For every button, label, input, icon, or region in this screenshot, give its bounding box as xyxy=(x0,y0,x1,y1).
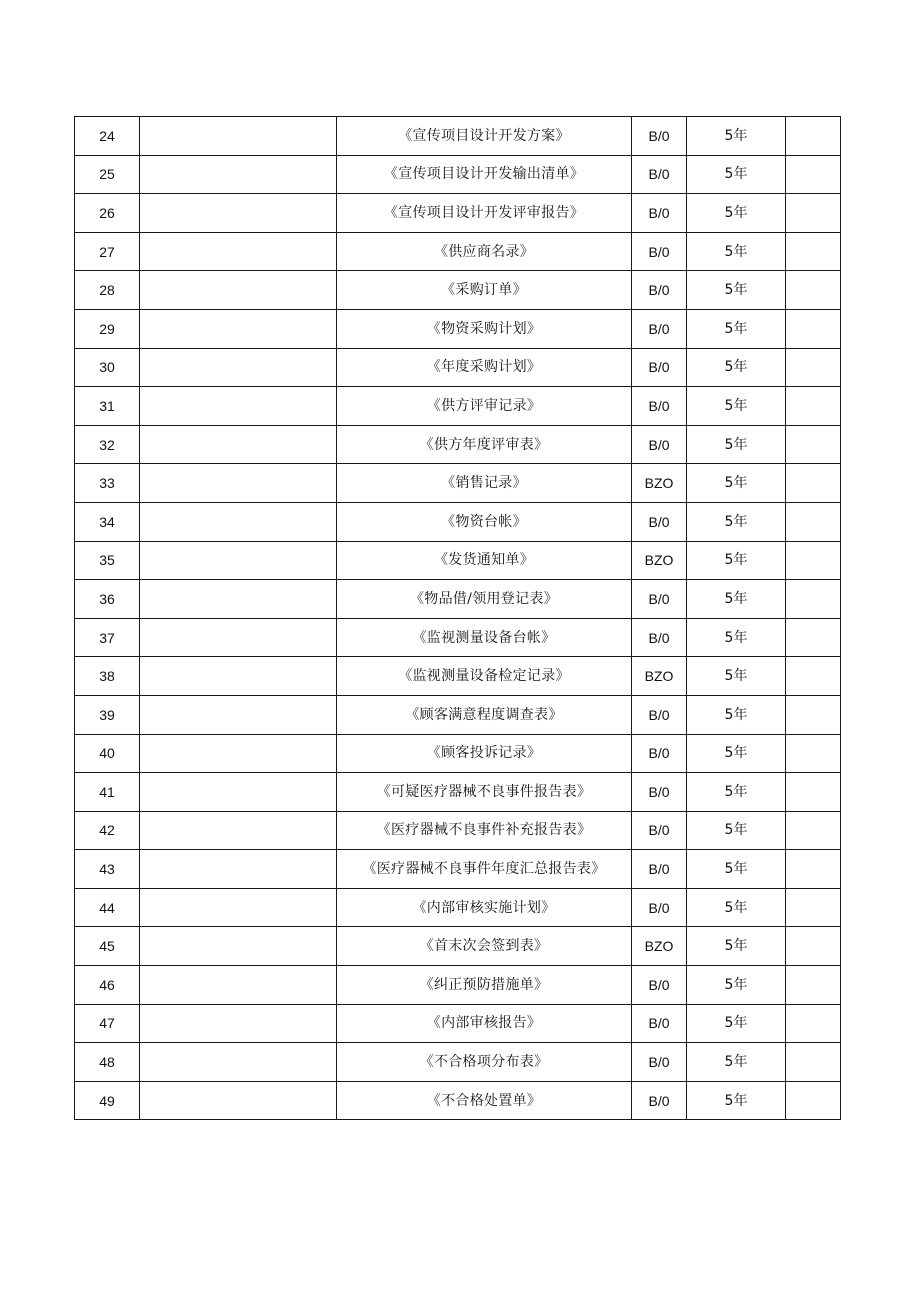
remark-cell xyxy=(786,425,841,464)
table-row xyxy=(75,232,841,271)
table-row xyxy=(75,502,841,541)
retention-period-cell: 5年 xyxy=(687,1004,786,1043)
retention-period-cell: 5年 xyxy=(687,657,786,696)
department-cell xyxy=(140,734,337,773)
row-number-cell: 40 xyxy=(75,734,140,773)
record-name-cell: 《供应商名录》 xyxy=(337,232,632,271)
record-code-cell: B/0 xyxy=(632,1081,687,1120)
record-name-cell: 《供方评审记录》 xyxy=(337,387,632,426)
record-code-cell: B/0 xyxy=(632,850,687,889)
record-code-cell: B/0 xyxy=(632,502,687,541)
row-number-cell: 26 xyxy=(75,194,140,233)
retention-period-cell: 5年 xyxy=(687,155,786,194)
department-cell xyxy=(140,618,337,657)
remark-cell xyxy=(786,657,841,696)
row-number-cell: 32 xyxy=(75,425,140,464)
remark-cell xyxy=(786,348,841,387)
table-row xyxy=(75,1081,841,1120)
retention-period-cell: 5年 xyxy=(687,464,786,503)
records-table xyxy=(74,116,841,1120)
row-number-cell: 29 xyxy=(75,309,140,348)
table-row xyxy=(75,464,841,503)
department-cell xyxy=(140,194,337,233)
department-cell xyxy=(140,425,337,464)
table-row xyxy=(75,695,841,734)
department-cell xyxy=(140,1081,337,1120)
record-name-cell: 《不合格项分布表》 xyxy=(337,1043,632,1082)
remark-cell xyxy=(786,1081,841,1120)
table-row xyxy=(75,850,841,889)
row-number-cell: 49 xyxy=(75,1081,140,1120)
retention-period-cell: 5年 xyxy=(687,232,786,271)
record-name-cell: 《物资采购计划》 xyxy=(337,309,632,348)
department-cell xyxy=(140,580,337,619)
record-code-cell: B/0 xyxy=(632,618,687,657)
table-row xyxy=(75,927,841,966)
retention-period-cell: 5年 xyxy=(687,1081,786,1120)
retention-period-cell: 5年 xyxy=(687,695,786,734)
remark-cell xyxy=(786,387,841,426)
record-name-cell: 《物品借/领用登记表》 xyxy=(337,580,632,619)
retention-period-cell: 5年 xyxy=(687,541,786,580)
record-code-cell: B/0 xyxy=(632,232,687,271)
record-code-cell: B/0 xyxy=(632,309,687,348)
row-number-cell: 44 xyxy=(75,888,140,927)
table-row xyxy=(75,773,841,812)
retention-period-cell: 5年 xyxy=(687,117,786,156)
department-cell xyxy=(140,309,337,348)
table-row xyxy=(75,734,841,773)
department-cell xyxy=(140,502,337,541)
record-name-cell: 《销售记录》 xyxy=(337,464,632,503)
remark-cell xyxy=(786,117,841,156)
retention-period-cell: 5年 xyxy=(687,773,786,812)
remark-cell xyxy=(786,966,841,1005)
record-code-cell: B/0 xyxy=(632,348,687,387)
table-row xyxy=(75,348,841,387)
retention-period-cell: 5年 xyxy=(687,734,786,773)
table-row xyxy=(75,387,841,426)
record-code-cell: B/0 xyxy=(632,387,687,426)
record-name-cell: 《内部审核实施计划》 xyxy=(337,888,632,927)
department-cell xyxy=(140,464,337,503)
table-row xyxy=(75,541,841,580)
record-name-cell: 《年度采购计划》 xyxy=(337,348,632,387)
retention-period-cell: 5年 xyxy=(687,888,786,927)
remark-cell xyxy=(786,888,841,927)
remark-cell xyxy=(786,541,841,580)
record-name-cell: 《物资台帐》 xyxy=(337,502,632,541)
department-cell xyxy=(140,966,337,1005)
record-code-cell: B/0 xyxy=(632,1043,687,1082)
record-name-cell: 《宣传项目设计开发方案》 xyxy=(337,117,632,156)
record-name-cell: 《首末次会签到表》 xyxy=(337,927,632,966)
remark-cell xyxy=(786,811,841,850)
remark-cell xyxy=(786,309,841,348)
table-row xyxy=(75,194,841,233)
records-table-body xyxy=(75,117,841,1120)
retention-period-cell: 5年 xyxy=(687,387,786,426)
retention-period-cell: 5年 xyxy=(687,425,786,464)
table-row xyxy=(75,309,841,348)
retention-period-cell: 5年 xyxy=(687,850,786,889)
department-cell xyxy=(140,695,337,734)
table-row xyxy=(75,117,841,156)
remark-cell xyxy=(786,1004,841,1043)
remark-cell xyxy=(786,618,841,657)
remark-cell xyxy=(786,194,841,233)
department-cell xyxy=(140,387,337,426)
row-number-cell: 28 xyxy=(75,271,140,310)
department-cell xyxy=(140,927,337,966)
record-name-cell: 《宣传项目设计开发输出清单》 xyxy=(337,155,632,194)
record-name-cell: 《宣传项目设计开发评审报告》 xyxy=(337,194,632,233)
remark-cell xyxy=(786,927,841,966)
retention-period-cell: 5年 xyxy=(687,618,786,657)
record-name-cell: 《顾客满意程度调查表》 xyxy=(337,695,632,734)
table-row xyxy=(75,1004,841,1043)
record-name-cell: 《采购订单》 xyxy=(337,271,632,310)
record-name-cell: 《监视测量设备检定记录》 xyxy=(337,657,632,696)
record-name-cell: 《监视测量设备台帐》 xyxy=(337,618,632,657)
row-number-cell: 45 xyxy=(75,927,140,966)
table-row xyxy=(75,425,841,464)
row-number-cell: 47 xyxy=(75,1004,140,1043)
department-cell xyxy=(140,657,337,696)
department-cell xyxy=(140,850,337,889)
retention-period-cell: 5年 xyxy=(687,194,786,233)
row-number-cell: 43 xyxy=(75,850,140,889)
record-code-cell: BZO xyxy=(632,657,687,696)
row-number-cell: 34 xyxy=(75,502,140,541)
department-cell xyxy=(140,117,337,156)
retention-period-cell: 5年 xyxy=(687,271,786,310)
retention-period-cell: 5年 xyxy=(687,502,786,541)
record-code-cell: B/0 xyxy=(632,155,687,194)
record-name-cell: 《供方年度评审表》 xyxy=(337,425,632,464)
record-code-cell: BZO xyxy=(632,541,687,580)
remark-cell xyxy=(786,464,841,503)
record-name-cell: 《医疗器械不良事件补充报告表》 xyxy=(337,811,632,850)
record-code-cell: B/0 xyxy=(632,966,687,1005)
row-number-cell: 39 xyxy=(75,695,140,734)
department-cell xyxy=(140,541,337,580)
record-code-cell: B/0 xyxy=(632,1004,687,1043)
table-row xyxy=(75,888,841,927)
table-row xyxy=(75,271,841,310)
row-number-cell: 30 xyxy=(75,348,140,387)
record-code-cell: B/0 xyxy=(632,734,687,773)
retention-period-cell: 5年 xyxy=(687,580,786,619)
remark-cell xyxy=(786,580,841,619)
table-row xyxy=(75,1043,841,1082)
table-row xyxy=(75,657,841,696)
row-number-cell: 46 xyxy=(75,966,140,1005)
row-number-cell: 42 xyxy=(75,811,140,850)
record-code-cell: B/0 xyxy=(632,425,687,464)
row-number-cell: 27 xyxy=(75,232,140,271)
department-cell xyxy=(140,232,337,271)
record-code-cell: B/0 xyxy=(632,194,687,233)
department-cell xyxy=(140,1004,337,1043)
remark-cell xyxy=(786,734,841,773)
department-cell xyxy=(140,271,337,310)
department-cell xyxy=(140,888,337,927)
record-code-cell: BZO xyxy=(632,464,687,503)
row-number-cell: 37 xyxy=(75,618,140,657)
row-number-cell: 35 xyxy=(75,541,140,580)
remark-cell xyxy=(786,155,841,194)
row-number-cell: 25 xyxy=(75,155,140,194)
retention-period-cell: 5年 xyxy=(687,1043,786,1082)
table-row xyxy=(75,580,841,619)
record-code-cell: B/0 xyxy=(632,695,687,734)
row-number-cell: 41 xyxy=(75,773,140,812)
record-code-cell: B/0 xyxy=(632,117,687,156)
retention-period-cell: 5年 xyxy=(687,811,786,850)
record-name-cell: 《发货通知单》 xyxy=(337,541,632,580)
remark-cell xyxy=(786,502,841,541)
row-number-cell: 31 xyxy=(75,387,140,426)
record-name-cell: 《内部审核报告》 xyxy=(337,1004,632,1043)
table-row xyxy=(75,618,841,657)
record-name-cell: 《不合格处置单》 xyxy=(337,1081,632,1120)
department-cell xyxy=(140,811,337,850)
record-name-cell: 《可疑医疗器械不良事件报告表》 xyxy=(337,773,632,812)
department-cell xyxy=(140,348,337,387)
row-number-cell: 33 xyxy=(75,464,140,503)
retention-period-cell: 5年 xyxy=(687,309,786,348)
department-cell xyxy=(140,155,337,194)
retention-period-cell: 5年 xyxy=(687,966,786,1005)
record-code-cell: B/0 xyxy=(632,888,687,927)
remark-cell xyxy=(786,271,841,310)
table-row xyxy=(75,155,841,194)
row-number-cell: 38 xyxy=(75,657,140,696)
remark-cell xyxy=(786,232,841,271)
record-code-cell: B/0 xyxy=(632,580,687,619)
row-number-cell: 48 xyxy=(75,1043,140,1082)
remark-cell xyxy=(786,695,841,734)
row-number-cell: 36 xyxy=(75,580,140,619)
remark-cell xyxy=(786,850,841,889)
row-number-cell: 24 xyxy=(75,117,140,156)
record-code-cell: B/0 xyxy=(632,811,687,850)
record-code-cell: B/0 xyxy=(632,773,687,812)
table-row xyxy=(75,811,841,850)
retention-period-cell: 5年 xyxy=(687,348,786,387)
record-name-cell: 《顾客投诉记录》 xyxy=(337,734,632,773)
table-row xyxy=(75,966,841,1005)
record-name-cell: 《医疗器械不良事件年度汇总报告表》 xyxy=(337,850,632,889)
record-code-cell: B/0 xyxy=(632,271,687,310)
record-code-cell: BZO xyxy=(632,927,687,966)
remark-cell xyxy=(786,1043,841,1082)
retention-period-cell: 5年 xyxy=(687,927,786,966)
department-cell xyxy=(140,1043,337,1082)
department-cell xyxy=(140,773,337,812)
remark-cell xyxy=(786,773,841,812)
record-name-cell: 《纠正预防措施单》 xyxy=(337,966,632,1005)
